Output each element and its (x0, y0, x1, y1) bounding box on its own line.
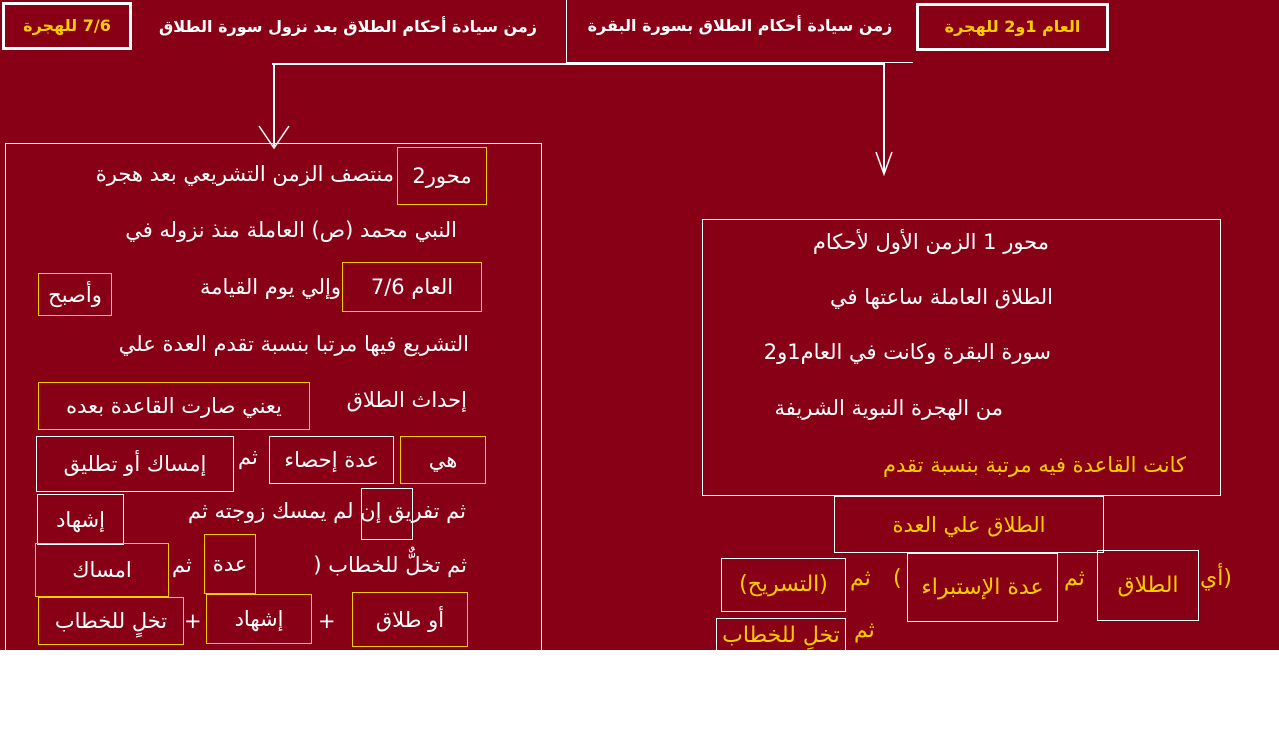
header-year-1-2-label: العام 1و2 للهجرة (944, 17, 1081, 36)
left-line9-ishhad-box (206, 594, 312, 644)
bottom-takhalli: تخلٍ للخطاب (722, 623, 840, 648)
left-line6-imsak-box (36, 436, 234, 492)
left-line9-ishhad: إشهاد (234, 607, 284, 631)
left-line2: النبي محمد (ص) العاملة منذ نزوله في (125, 218, 457, 242)
left-line6-idda: عدة إحصاء (284, 448, 379, 472)
right-line4: من الهجرة النبوية الشريفة (774, 396, 1003, 420)
header-year-5-6 (2, 2, 132, 50)
left-line8-start: ثم تخلٌّ للخطاب ( (313, 553, 467, 577)
left-line7-tafriq-box (361, 488, 413, 540)
right-line3: سورة البقرة وكانت في العام1و2 (763, 340, 1051, 364)
left-line8-idda: عدة (212, 552, 248, 576)
left-line3-year: العام 7/6 (370, 275, 454, 299)
left-line3-end: وأصبح (48, 282, 102, 307)
left-line1: منتصف الزمن التشريعي بعد هجرة (95, 162, 394, 186)
left-line5-box (38, 382, 310, 430)
left-line3-end-box (38, 273, 112, 316)
left-line6-thumma: ثم (238, 445, 258, 469)
header-baqara-era (566, 0, 913, 63)
left-line8-imsak-box (35, 543, 169, 597)
header-talaq-era (133, 6, 563, 48)
left-line9-talaq: أو طلاق (375, 607, 445, 632)
bottom-takhalli-box (716, 618, 846, 650)
left-line8-idda-box (204, 534, 256, 594)
right-line2: الطلاق العاملة ساعتها في (829, 285, 1053, 309)
left-line8-thumma: ثم (172, 553, 192, 577)
bottom-tasrih: (التسريح) (739, 572, 828, 597)
left-line9-plus2: + (184, 609, 202, 633)
left-line7-ishhad: إشهاد (56, 507, 105, 532)
left-line9-talaq-box (352, 592, 468, 647)
left-line6-imsak: إمساك أو تطليق (63, 452, 207, 476)
header-year-1-2 (916, 3, 1109, 51)
bottom-thumma2: ثم (850, 566, 871, 591)
left-line6-hya: هي (428, 448, 458, 472)
header-baqara-era-label: زمن سيادة أحكام الطلاق بسورة البقرة (587, 16, 893, 35)
bottom-talaq: الطلاق (1117, 572, 1179, 598)
left-line4: التشريع فيها مرتبا بنسبة تقدم العدة علي (118, 332, 469, 356)
left-line6-hya-box (400, 436, 486, 484)
left-line9-takhalli: تخلٍ للخطاب (54, 609, 168, 633)
left-line6-idda-box (269, 436, 394, 484)
header-talaq-era-label: زمن سيادة أحكام الطلاق بعد نزول سورة الطلاق (158, 17, 538, 36)
right-line6: الطلاق علي العدة (892, 512, 1046, 537)
right-line6-box (834, 496, 1104, 553)
bottom-tasrih-box (721, 558, 846, 612)
left-line5-start: إحداث الطلاق (346, 388, 467, 412)
left-line8-imsak: امساك (72, 558, 132, 582)
bottom-talaq-box (1097, 550, 1199, 621)
right-line5: كانت القاعدة فيه مرتبة بنسبة تقدم (883, 453, 1186, 477)
left-line9-plus1: + (318, 609, 336, 633)
bottom-thumma1: ثم (1064, 566, 1085, 591)
bottom-thumma3: ثم (854, 618, 875, 643)
left-axis-label-box (397, 147, 487, 205)
left-line3-mid: وإلي يوم القيامة (199, 275, 341, 299)
bottom-open-aay: (أي (1200, 566, 1232, 591)
bottom-close-paren: ) (893, 566, 902, 591)
left-axis-label: محور2 (412, 164, 472, 188)
left-line9-takhalli-box (38, 597, 184, 645)
left-line3-year-box (342, 262, 482, 312)
left-line5-box-text: يعني صارت القاعدة بعده (66, 394, 282, 418)
header-year-5-6-label: 7/6 للهجرة (23, 16, 111, 35)
bottom-idda-istibra: عدة الإستبراء (921, 574, 1044, 600)
left-line7-ishhad-box (37, 494, 124, 545)
bottom-idda-istibra-box (907, 553, 1058, 622)
left-line7-text: ثم تفريق إن لم يمسك زوجته ثم (187, 499, 466, 523)
right-line1: محور 1 الزمن الأول لأحكام (812, 230, 1049, 254)
